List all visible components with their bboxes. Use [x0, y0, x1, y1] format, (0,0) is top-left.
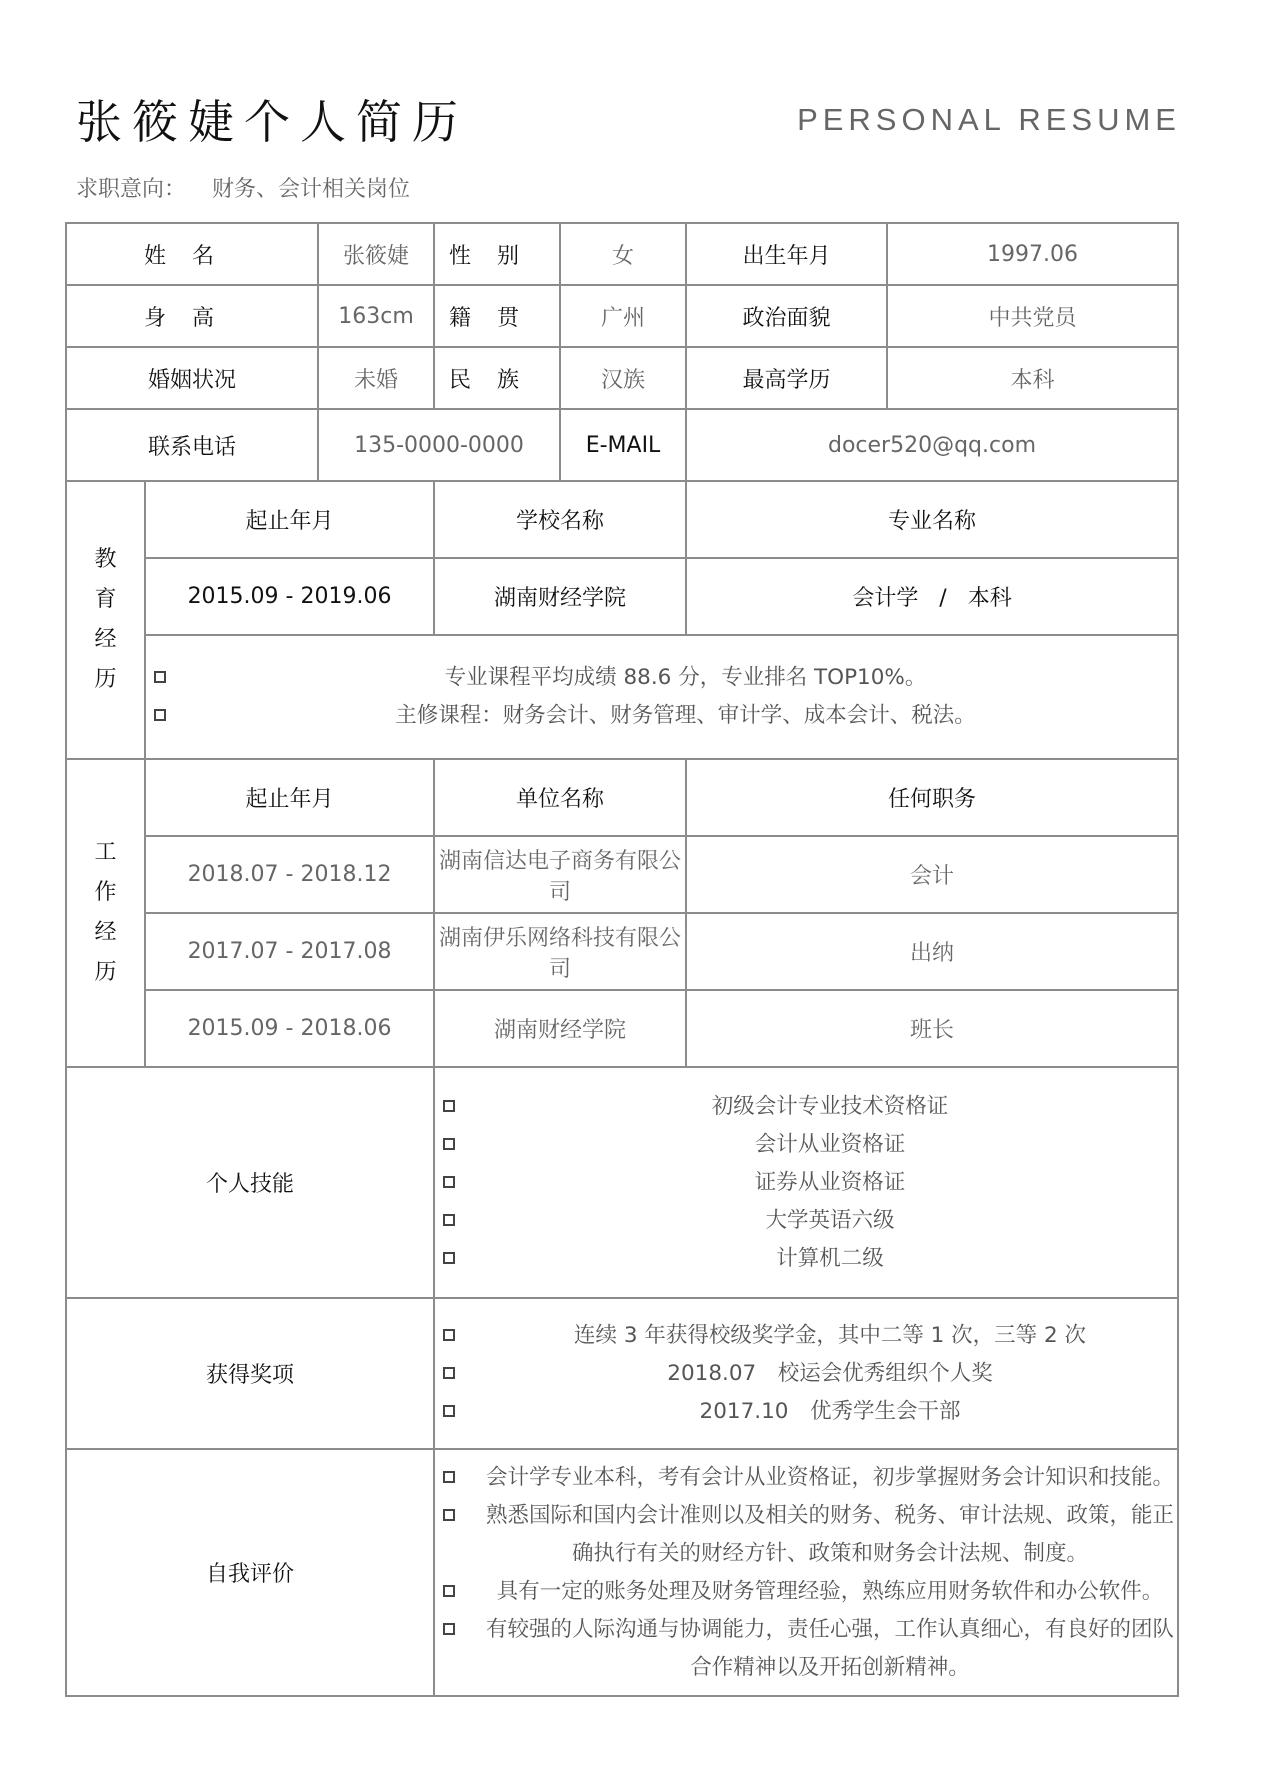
list-item: 会计学专业本科，考有会计从业资格证，初步掌握财务会计知识和技能。: [435, 1459, 1177, 1497]
checkbox-icon: [443, 1214, 455, 1226]
edu-header-period: 起止年月: [145, 481, 434, 558]
phone-label: 联系电话: [66, 409, 318, 481]
list-item: 2017.10 优秀学生会干部: [435, 1393, 1177, 1431]
birth-label: 出生年月: [686, 223, 887, 285]
work-header-role: 任何职务: [686, 759, 1178, 836]
height-label: 身高: [66, 285, 318, 347]
political-label: 政治面貌: [686, 285, 887, 347]
evaluation-section-label: 自我评价: [66, 1449, 434, 1696]
skills-section-label: 个人技能: [66, 1067, 434, 1298]
email-label: E-MAIL: [560, 409, 686, 481]
work-role: 班长: [686, 990, 1178, 1067]
checkbox-icon: [443, 1405, 455, 1417]
table-row: [66, 836, 1178, 913]
origin-label: 籍贯: [434, 285, 560, 347]
checkbox-icon: [443, 1329, 455, 1341]
edu-major: 会计学 / 本科: [686, 558, 1178, 635]
name-value: 张筱婕: [318, 223, 434, 285]
list-item: 2018.07 校运会优秀组织个人奖: [435, 1355, 1177, 1393]
ethnic-value: 汉族: [560, 347, 686, 409]
ethnic-label: 民族: [434, 347, 560, 409]
checkbox-icon: [443, 1509, 455, 1521]
degree-label: 最高学历: [686, 347, 887, 409]
list-item: 大学英语六级: [435, 1202, 1177, 1240]
phone-value: 135-0000-0000: [318, 409, 560, 481]
checkbox-icon: [443, 1623, 455, 1635]
edu-notes: [145, 635, 1178, 759]
checkbox-icon: [443, 1585, 455, 1597]
work-section-label: 工作经历: [66, 759, 145, 1067]
checkbox-icon: [154, 671, 166, 683]
name-label: 姓名: [66, 223, 318, 285]
checkbox-icon: [443, 1367, 455, 1379]
edu-school: 湖南财经学院: [434, 558, 686, 635]
education-section-label: 教育经历: [66, 481, 145, 759]
list-item: 计算机二级: [435, 1240, 1177, 1278]
list-item: 熟悉国际和国内会计准则以及相关的财务、税务、审计法规、政策，能正确执行有关的财经方针、政策和财务会计法规、制度。: [435, 1497, 1177, 1573]
evaluation-list: [434, 1449, 1178, 1696]
checkbox-icon: [443, 1252, 455, 1264]
list-item: 有较强的人际沟通与协调能力，责任心强，工作认真细心，有良好的团队合作精神以及开拓创新精神。: [435, 1611, 1177, 1687]
list-item: 连续 3 年获得校级奖学金，其中二等 1 次，三等 2 次: [435, 1317, 1177, 1355]
resume-table: [65, 222, 1179, 1697]
gender-label: 性别: [434, 223, 560, 285]
gender-value: 女: [560, 223, 686, 285]
edu-header-major: 专业名称: [686, 481, 1178, 558]
list-item: 证券从业资格证: [435, 1164, 1177, 1202]
work-org: 湖南伊乐网络科技有限公司: [434, 913, 686, 990]
job-intent: [76, 172, 410, 203]
email-value: docer520@qq.com: [686, 409, 1178, 481]
awards-list: [434, 1298, 1178, 1449]
work-org: 湖南信达电子商务有限公司: [434, 836, 686, 913]
birth-value: 1997.06: [887, 223, 1178, 285]
list-item: 具有一定的账务处理及财务管理经验，熟练应用财务软件和办公软件。: [435, 1573, 1177, 1611]
list-item: 会计从业资格证: [435, 1126, 1177, 1164]
skills-list: [434, 1067, 1178, 1298]
work-period: 2018.07 - 2018.12: [145, 836, 434, 913]
checkbox-icon: [443, 1471, 455, 1483]
work-role: 会计: [686, 836, 1178, 913]
list-item: 主修课程：财务会计、财务管理、审计学、成本会计、税法。: [146, 697, 1177, 735]
work-header-org: 单位名称: [434, 759, 686, 836]
list-item: 初级会计专业技术资格证: [435, 1088, 1177, 1126]
work-role: 出纳: [686, 913, 1178, 990]
edu-header-school: 学校名称: [434, 481, 686, 558]
degree-value: 本科: [887, 347, 1178, 409]
height-value: 163cm: [318, 285, 434, 347]
checkbox-icon: [443, 1100, 455, 1112]
awards-section-label: 获得奖项: [66, 1298, 434, 1449]
list-item: 专业课程平均成绩 88.6 分，专业排名 TOP10%。: [146, 659, 1177, 697]
work-period: 2017.07 - 2017.08: [145, 913, 434, 990]
marital-value: 未婚: [318, 347, 434, 409]
resume-title: 张筱婕个人简历: [76, 95, 468, 149]
work-org: 湖南财经学院: [434, 990, 686, 1067]
marital-label: 婚姻状况: [66, 347, 318, 409]
checkbox-icon: [443, 1176, 455, 1188]
origin-value: 广州: [560, 285, 686, 347]
checkbox-icon: [154, 709, 166, 721]
edu-period: 2015.09 - 2019.06: [145, 558, 434, 635]
table-row: [66, 913, 1178, 990]
resume-subtitle: PERSONAL RESUME: [797, 102, 1181, 137]
work-period: 2015.09 - 2018.06: [145, 990, 434, 1067]
table-row: [66, 990, 1178, 1067]
checkbox-icon: [443, 1138, 455, 1150]
job-intent-value: 财务、会计相关岗位: [212, 177, 411, 202]
work-header-period: 起止年月: [145, 759, 434, 836]
political-value: 中共党员: [887, 285, 1178, 347]
job-intent-label: 求职意向：: [76, 177, 187, 202]
